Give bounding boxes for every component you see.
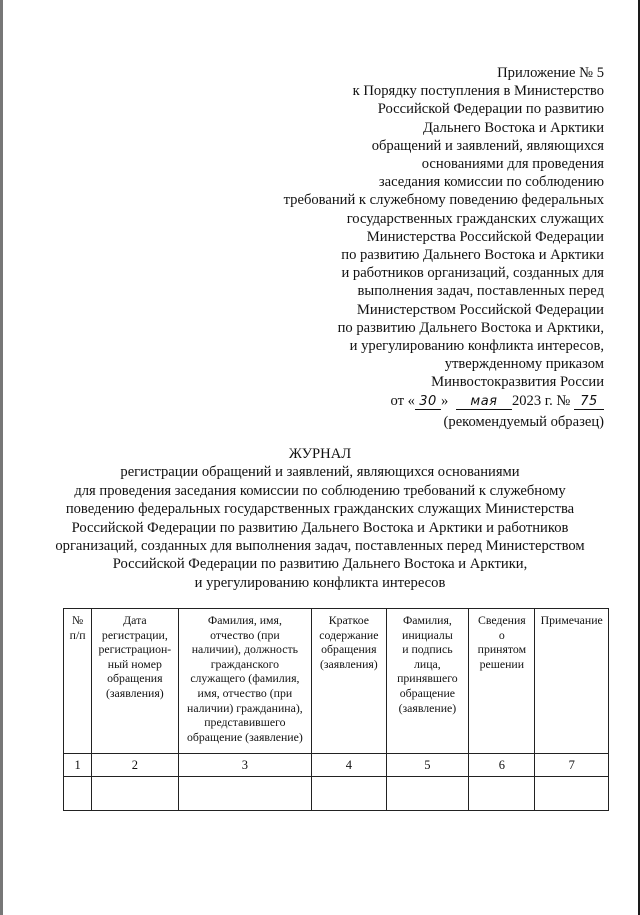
column-number-row (64, 754, 609, 777)
column-number-cell: 4 (312, 754, 386, 777)
header-text-line: отчество (при (210, 627, 280, 642)
header-text-line: принявшего (397, 671, 458, 686)
appendix-line: выполнения задач, поставленных перед (357, 283, 604, 300)
header-text-line: наличии) гражданина), (187, 700, 303, 715)
appendix-line: Министерства Российской Федерации (366, 228, 604, 245)
header-cell-date (92, 609, 178, 754)
appendix-line: и урегулированию конфликта интересов, (349, 338, 604, 355)
order-prefix: от « (390, 392, 415, 409)
journal-heading (40, 445, 600, 592)
empty-cell (178, 777, 312, 811)
header-text-line: решении (479, 656, 525, 671)
appendix-line: Дальнего Востока и Арктики (423, 119, 604, 136)
header-text-line: (заявления) (105, 685, 164, 700)
appendix-line: обращений и заявлений, являющихся (371, 137, 604, 154)
header-text-line: имя, отчество (при (197, 685, 293, 700)
appendix-line: Российской Федерации по развитию (377, 101, 604, 118)
order-month: мая (456, 394, 512, 410)
journal-subtitle-line: регистрации обращений и заявлений, являющихся основаниями (120, 464, 520, 481)
header-text-line: Фамилия, (402, 613, 452, 627)
empty-cell (535, 777, 609, 811)
registration-table (63, 608, 609, 811)
header-text-line: (заявление) (398, 700, 457, 715)
header-cell-note (535, 609, 609, 754)
header-text-line: принятом (477, 642, 527, 657)
appendix-line: Минвостокразвития России (431, 374, 604, 391)
column-number-cell: 2 (92, 754, 178, 777)
header-cell-summary (312, 609, 386, 754)
empty-table-row (64, 777, 609, 811)
header-text-line: обращения (321, 642, 377, 657)
appendix-line: требований к служебному поведению федеральных (283, 192, 604, 209)
appendix-line: Приложение № 5 (497, 65, 604, 81)
header-text-line: обращения (107, 671, 163, 686)
journal-subtitle-line: поведению федеральных государственных гражданских служащих Министерства (65, 501, 575, 518)
order-year: 2023 г. № (511, 392, 571, 409)
order-number: 75 (574, 394, 604, 410)
header-text-line: обращение (399, 685, 455, 700)
column-number-cell: 1 (64, 754, 92, 777)
header-text-line: п/п (69, 627, 86, 642)
order-date-line (224, 392, 604, 410)
appendix-line: Министерством Российской Федерации (356, 301, 604, 318)
header-cell-decision (469, 609, 535, 754)
header-text-line: Сведения (477, 613, 526, 627)
column-number-cell: 5 (386, 754, 469, 777)
header-text-line: инициалы (402, 627, 453, 642)
journal-subtitle-line: для проведения заседания комиссии по соблюдению требований к служебному (74, 482, 566, 499)
header-text-line: представившего (204, 715, 286, 730)
appendix-line: основаниями для проведения (421, 156, 604, 173)
header-text-line: о (498, 627, 505, 642)
table-header-row (64, 609, 609, 754)
header-text-line: № (71, 613, 84, 627)
header-text-line: наличии), должность (191, 642, 299, 657)
header-text-line: содержание (319, 627, 379, 642)
header-text-line: Краткое (328, 613, 369, 627)
header-text-line: обращение (заявление) (187, 729, 303, 744)
journal-subtitle-line: и урегулированию конфликта интересов (194, 574, 446, 591)
empty-cell (64, 777, 92, 811)
journal-subtitle-line: Российской Федерации по развитию Дальнего Востока и Арктики и работников (71, 519, 569, 536)
column-number-cell: 6 (469, 754, 535, 777)
header-text-line: Фамилия, имя, (207, 613, 282, 627)
header-text-line: лица, (414, 656, 441, 671)
journal-title: ЖУРНАЛ (288, 446, 352, 462)
header-text-line: ный номер (107, 656, 162, 671)
header-text-line: Дата (123, 613, 147, 627)
empty-cell (312, 777, 386, 811)
appendix-block (224, 64, 604, 410)
header-text-line: регистрацион- (98, 642, 172, 657)
order-day: 30 (415, 394, 441, 410)
appendix-line: заседания комиссии по соблюдению (378, 174, 604, 191)
header-cell-receiver (386, 609, 469, 754)
column-number-cell: 3 (178, 754, 312, 777)
header-text-line: Примечание (540, 613, 603, 627)
appendix-line: государственных гражданских служащих (346, 210, 604, 227)
empty-cell (469, 777, 535, 811)
header-text-line: регистрации, (101, 627, 168, 642)
header-text-line: и подпись (402, 642, 453, 657)
appendix-line: к Порядку поступления в Министерство (352, 83, 604, 100)
empty-cell (386, 777, 469, 811)
appendix-line: по развитию Дальнего Востока и Арктики, (337, 319, 604, 336)
empty-cell (92, 777, 178, 811)
recommended-sample-note: (рекомендуемый образец) (443, 414, 604, 430)
journal-subtitle-line: Российской Федерации по развитию Дальнего Востока и Арктики, (112, 556, 528, 573)
header-text-line: служащего (фамилия, (190, 671, 300, 686)
journal-subtitle-line: организаций, созданных для выполнения задач, поставленных перед Министерством (55, 538, 585, 555)
appendix-line: утвержденному приказом (444, 356, 604, 373)
header-text-line: гражданского (210, 656, 280, 671)
appendix-line: и работников организаций, созданных для (341, 265, 604, 282)
header-text-line: (заявления) (319, 656, 378, 671)
header-cell-number (64, 609, 92, 754)
header-cell-name (178, 609, 312, 754)
column-number-cell: 7 (535, 754, 609, 777)
appendix-line: по развитию Дальнего Востока и Арктики (341, 247, 604, 264)
order-day-close: » (440, 392, 449, 409)
